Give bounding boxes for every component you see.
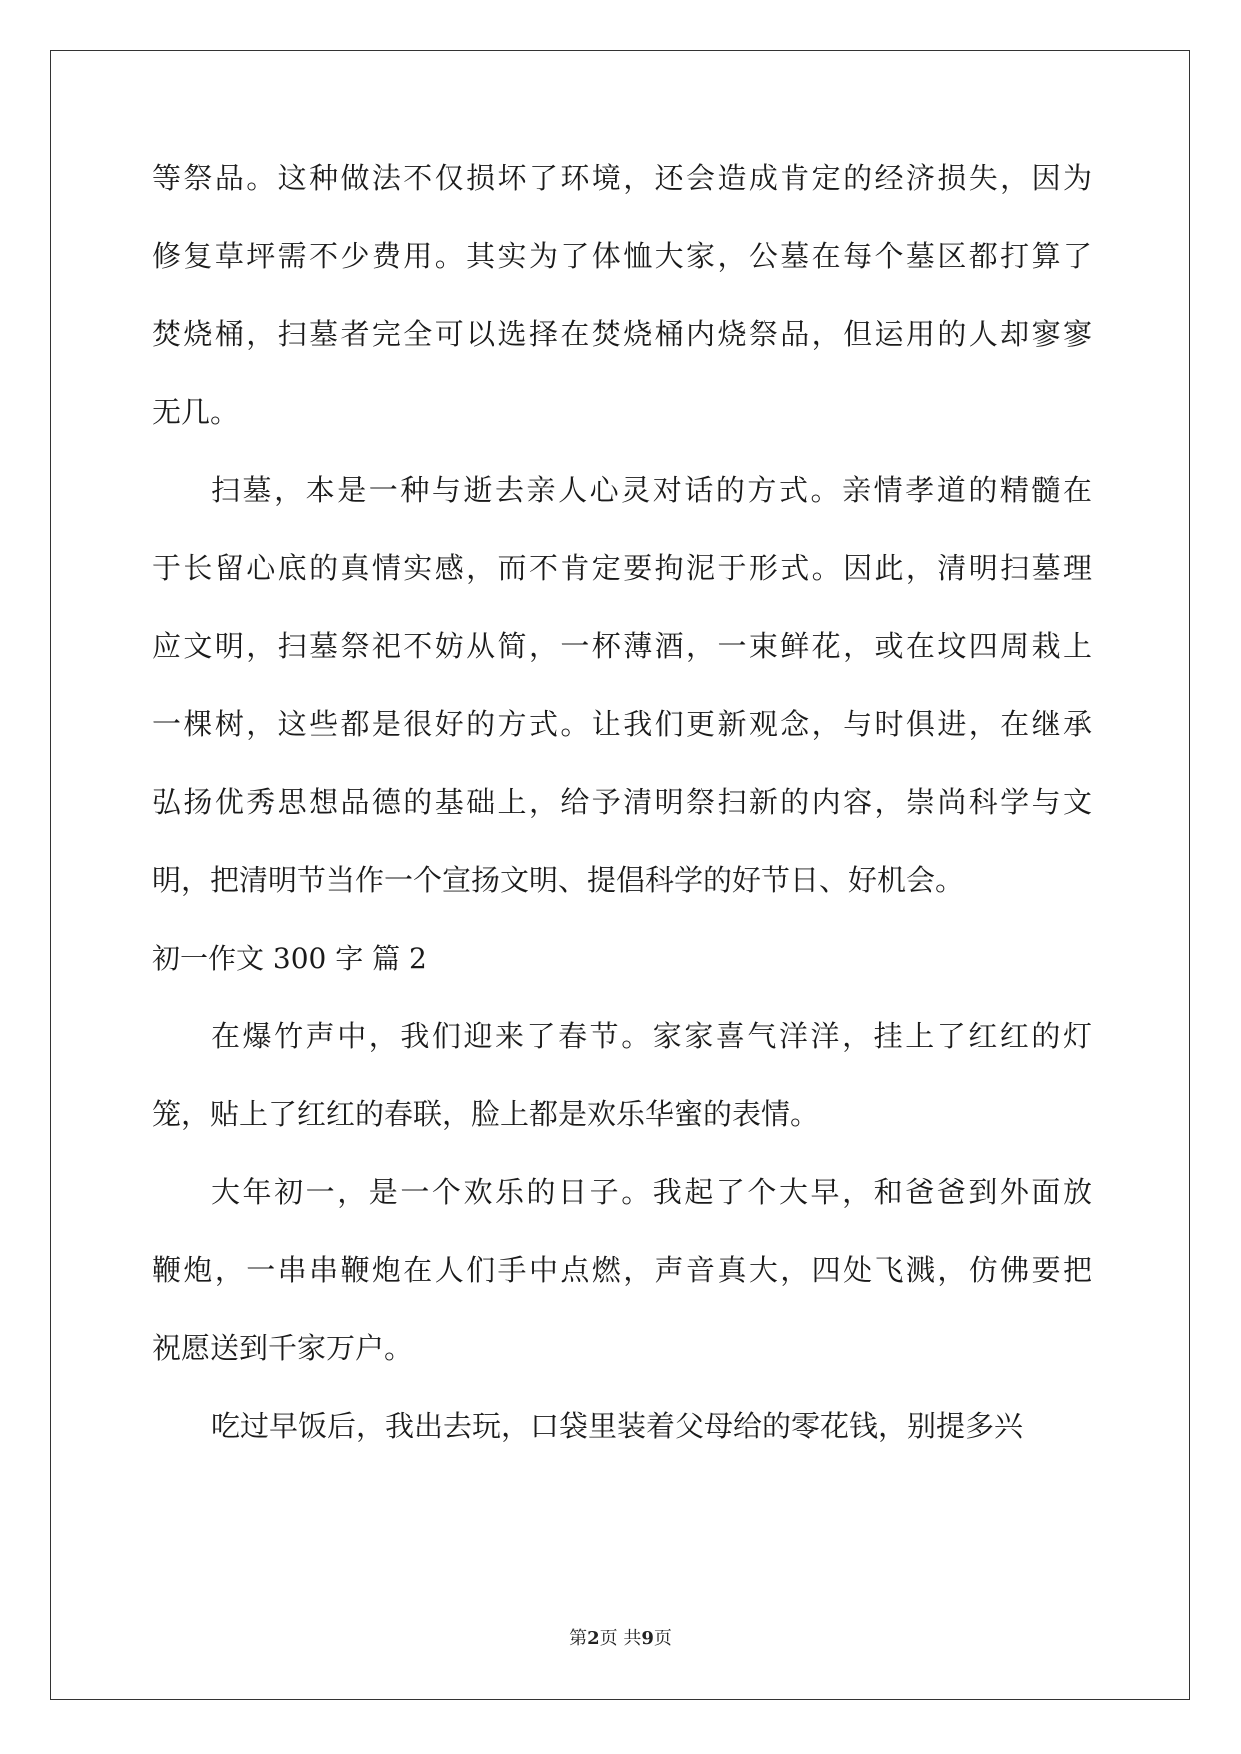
text-line: 笼，贴上了红红的春联，脸上都是欢乐华蜜的表情。 bbox=[152, 1097, 820, 1131]
total-page-number: 9 bbox=[641, 1628, 654, 1649]
section-heading: 初一作文 300 字 篇 2 bbox=[152, 942, 427, 975]
current-page-number: 2 bbox=[587, 1628, 600, 1649]
document-body bbox=[152, 159, 1092, 1446]
text-line: 应文明，扫墓祭祀不妨从简，一杯薄酒，一束鲜花，或在坟四周栽上 bbox=[152, 629, 1092, 663]
text-line: 焚烧桶，扫墓者完全可以选择在焚烧桶内烧祭品，但运用的人却寥寥 bbox=[152, 317, 1092, 351]
text-line: 无几。 bbox=[152, 395, 240, 429]
text-line: 弘扬优秀思想品德的基础上，给予清明祭扫新的内容，崇尚科学与文 bbox=[152, 785, 1092, 819]
text-line: 等祭品。这种做法不仅损坏了环境，还会造成肯定的经济损失，因为 bbox=[152, 161, 1092, 195]
footer-mid: 页 共 bbox=[599, 1628, 642, 1649]
text-line: 修复草坪需不少费用。其实为了体恤大家，公墓在每个墓区都打算了 bbox=[152, 239, 1092, 273]
paragraph bbox=[152, 1017, 1092, 1134]
page-footer bbox=[0, 1624, 1241, 1650]
paragraph bbox=[152, 1407, 1092, 1446]
text-line: 大年初一，是一个欢乐的日子。我起了个大早，和爸爸到外面放 bbox=[211, 1175, 1092, 1209]
text-line: 在爆竹声中，我们迎来了春节。家家喜气洋洋，挂上了红红的灯 bbox=[211, 1019, 1092, 1053]
paragraph bbox=[152, 159, 1092, 432]
text-line: 祝愿送到千家万户。 bbox=[152, 1331, 414, 1365]
text-line: 明，把清明节当作一个宣扬文明、提倡科学的好节日、好机会。 bbox=[152, 863, 965, 897]
text-line: 一棵树，这些都是很好的方式。让我们更新观念，与时俱进，在继承 bbox=[152, 707, 1092, 741]
paragraph bbox=[152, 1173, 1092, 1368]
text-line: 扫墓，本是一种与逝去亲人心灵对话的方式。亲情孝道的精髓在 bbox=[211, 473, 1092, 507]
text-line: 鞭炮，一串串鞭炮在人们手中点燃，声音真大，四处飞溅，仿佛要把 bbox=[152, 1253, 1092, 1287]
text-line: 于长留心底的真情实感，而不肯定要拘泥于形式。因此，清明扫墓理 bbox=[152, 551, 1092, 585]
paragraph bbox=[152, 471, 1092, 900]
footer-suffix: 页 bbox=[653, 1628, 672, 1649]
text-line: 吃过早饭后，我出去玩，口袋里装着父母给的零花钱，别提多兴 bbox=[211, 1409, 1024, 1443]
footer-prefix: 第 bbox=[569, 1628, 588, 1649]
